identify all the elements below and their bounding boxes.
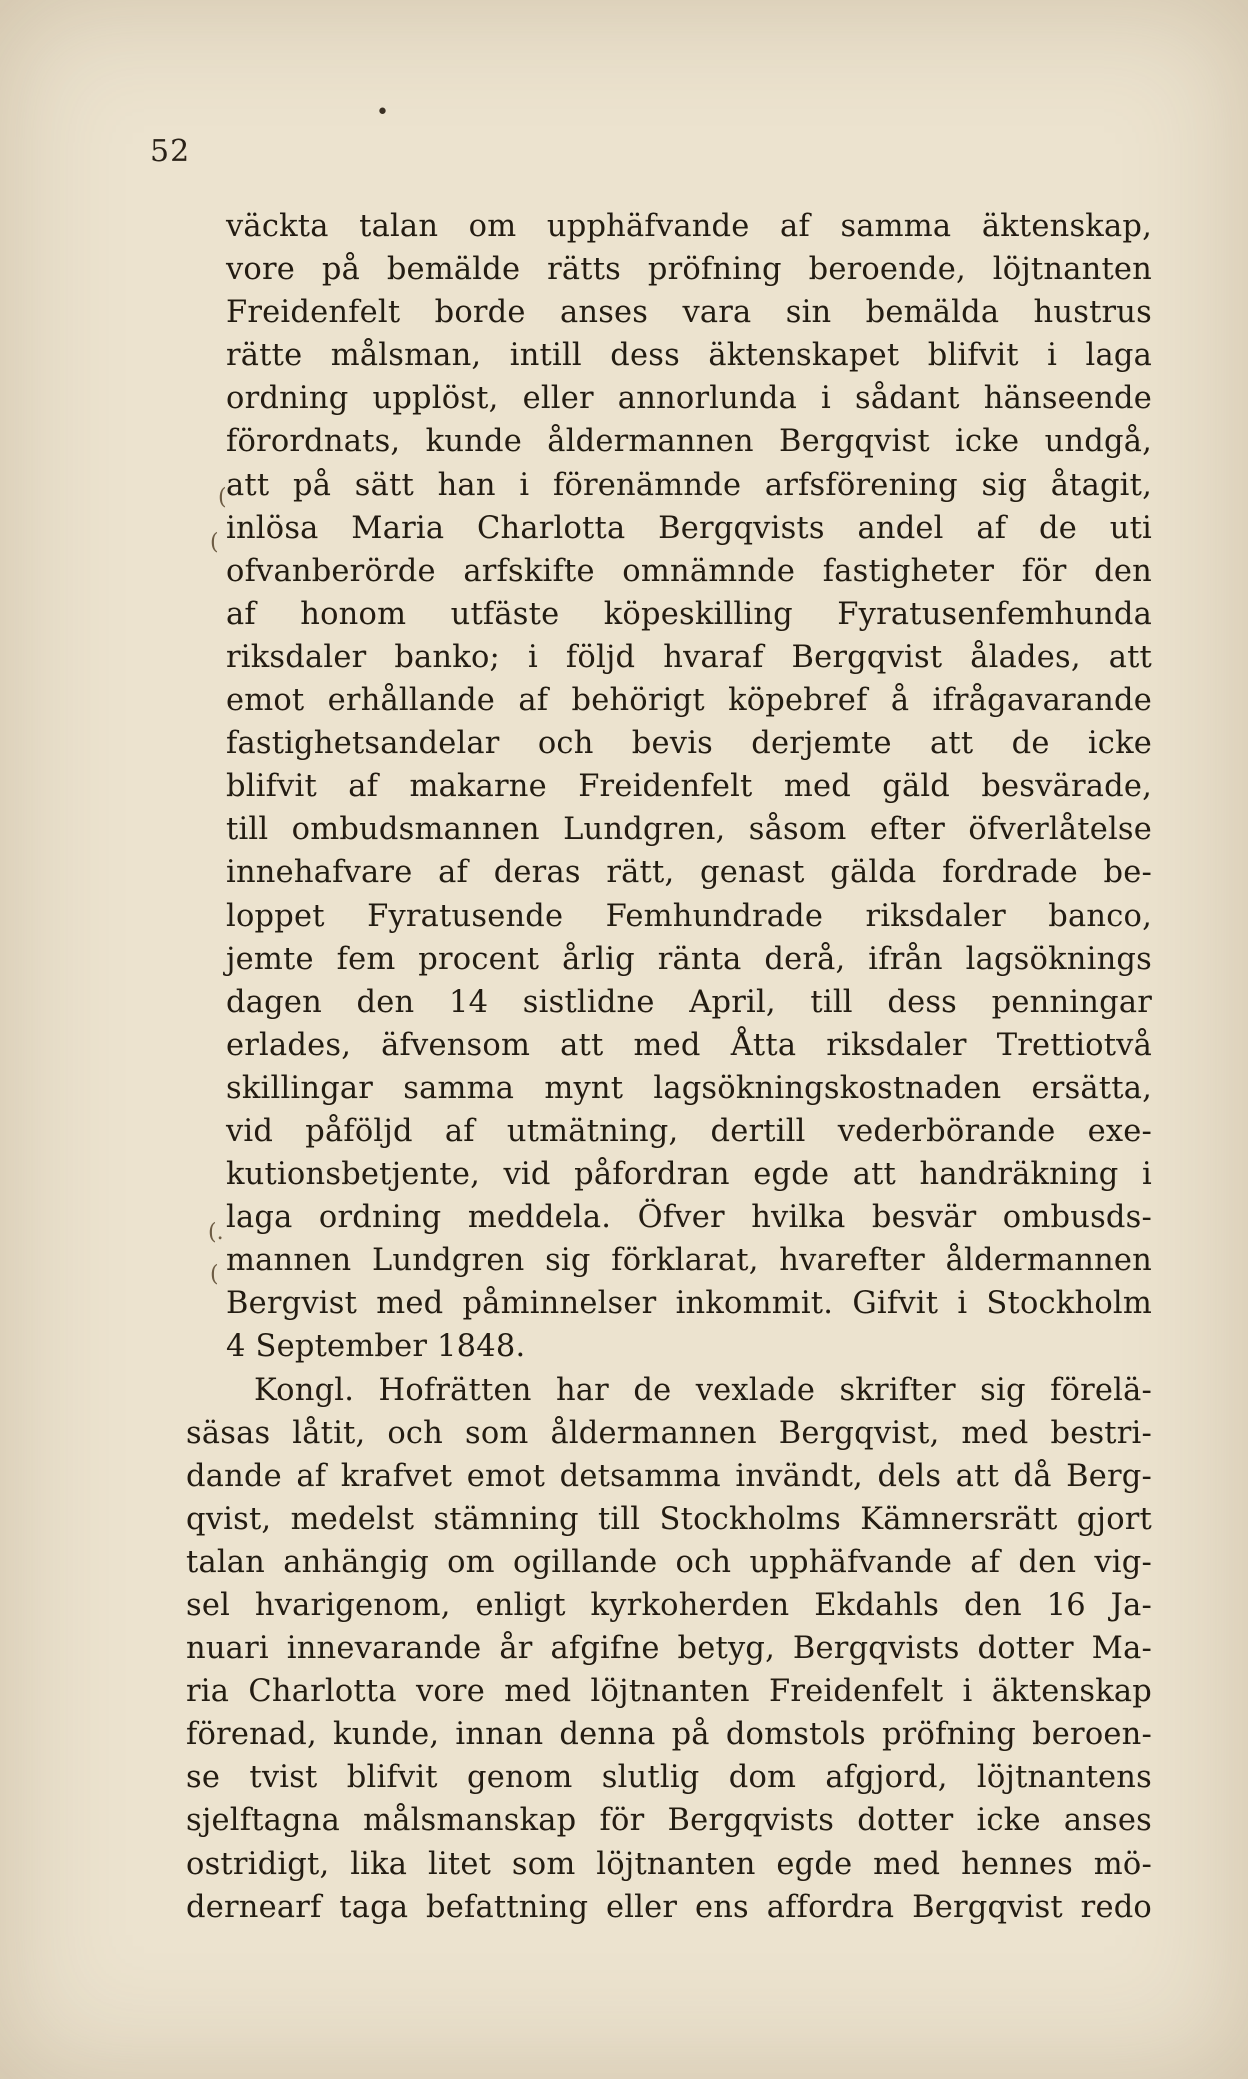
text-line: laga ordning meddela. Öfver hvilka besvär ombusds- [226, 1200, 1152, 1236]
text-line: dande af krafvet emot detsamma invändt, dels att då Berg- [186, 1458, 1152, 1494]
text-line: rätte målsman, intill dess äktenskapet blifvit i laga [226, 338, 1152, 374]
text-line: skillingar samma mynt lagsökningskostnaden ersätta, [226, 1070, 1152, 1106]
text-line: dernearf taga befattning eller ens affordra Bergqvist redo [186, 1889, 1152, 1925]
text-line: att på sätt han i förenämnde arfsförening sig åtagit, [226, 467, 1152, 503]
text-line: sel hvarigenom, enligt kyrkoherden Ekdahls den 16 Ja- [186, 1588, 1152, 1623]
text-line: Kongl. Hofrätten har de vexlade skrifter sig förelä- [254, 1372, 1152, 1408]
text-line: ofvanberörde arfskifte omnämnde fastigheter för den [226, 553, 1152, 589]
text-line: ordning upplöst, eller annorlunda i sådant hänseende [226, 381, 1152, 417]
text-line: säsas låtit, och som åldermannen Bergqvist, med bestri- [186, 1415, 1152, 1451]
text-line: ria Charlotta vore med löjtnanten Freidenfelt i äktenskap [186, 1674, 1152, 1710]
text-line: nuari innevarande år afgifne betyg, Bergqvists dotter Ma- [186, 1631, 1152, 1667]
text-line: riksdaler banko; i följd hvaraf Bergqvist ålades, att [226, 639, 1152, 675]
margin-mark: ( [218, 485, 227, 510]
text-line: fastighetsandelar och bevis derjemte att de icke [226, 726, 1152, 762]
text-line: dagen den 14 sistlidne April, till dess penningar [226, 984, 1152, 1020]
text-line: innehafvare af deras rätt, genast gälda fordrade be- [226, 855, 1152, 891]
text-line: inlösa Maria Charlotta Bergqvists andel af de uti [226, 510, 1152, 546]
margin-mark: ( [210, 530, 219, 555]
text-line: kutionsbetjente, vid påfordran egde att handräkning i [226, 1157, 1152, 1193]
text-line: Freidenfelt borde anses vara sin bemälda hustrus [226, 295, 1152, 331]
text-line: sjelftagna målsmanskap för Bergqvists dotter icke anses [186, 1803, 1152, 1839]
text-line: vid påföljd af utmätning, dertill vederbörande exe- [226, 1113, 1152, 1149]
margin-mark: ( [210, 1262, 219, 1287]
text-line: jemte fem procent årlig ränta derå, ifrån lagsöknings [226, 941, 1152, 977]
text-line: emot erhållande af behörigt köpebref å ifrågavarande [226, 683, 1152, 719]
text-line: se tvist blifvit genom slutlig dom afgjord, löjtnantens [186, 1760, 1152, 1796]
text-line: 4 September 1848. [226, 1329, 526, 1365]
text-line: ostridigt, lika litet som löjtnanten egde med hennes mö- [186, 1846, 1152, 1882]
text-line: af honom utfäste köpeskilling Fyratusenfemhunda [226, 596, 1152, 632]
text-line: blifvit af makarne Freidenfelt med gäld besvärade, [226, 769, 1152, 805]
text-line: förordnats, kunde åldermannen Bergqvist icke undgå, [226, 424, 1152, 460]
text-line: qvist, medelst stämning till Stockholms Kämnersrätt gjort [186, 1501, 1152, 1537]
text-line: vore på bemälde rätts pröfning beroende, löjtnanten [226, 252, 1152, 288]
text-line: mannen Lundgren sig förklarat, hvarefter åldermannen [226, 1243, 1152, 1279]
text-line: Bergvist med påminnelser inkommit. Gifvit i Stockholm [226, 1286, 1152, 1322]
text-line: talan anhängig om ogillande och upphäfvande af den vig- [186, 1544, 1152, 1580]
printer-mark: • [376, 100, 389, 125]
text-line: erlades, äfvensom att med Åtta riksdaler Trettiotvå [226, 1027, 1152, 1063]
text-line: väckta talan om upphäfvande af samma äktenskap, [226, 209, 1152, 244]
text-line: loppet Fyratusende Femhundrade riksdaler banco, [226, 898, 1152, 934]
page-number: 52 [150, 134, 191, 169]
text-line: till ombudsmannen Lundgren, såsom efter öfverlåtelse [226, 812, 1152, 848]
margin-mark: (. [208, 1220, 224, 1245]
text-line: förenad, kunde, innan denna på domstols pröfning beroen- [186, 1717, 1152, 1753]
body-text [186, 205, 1152, 1929]
